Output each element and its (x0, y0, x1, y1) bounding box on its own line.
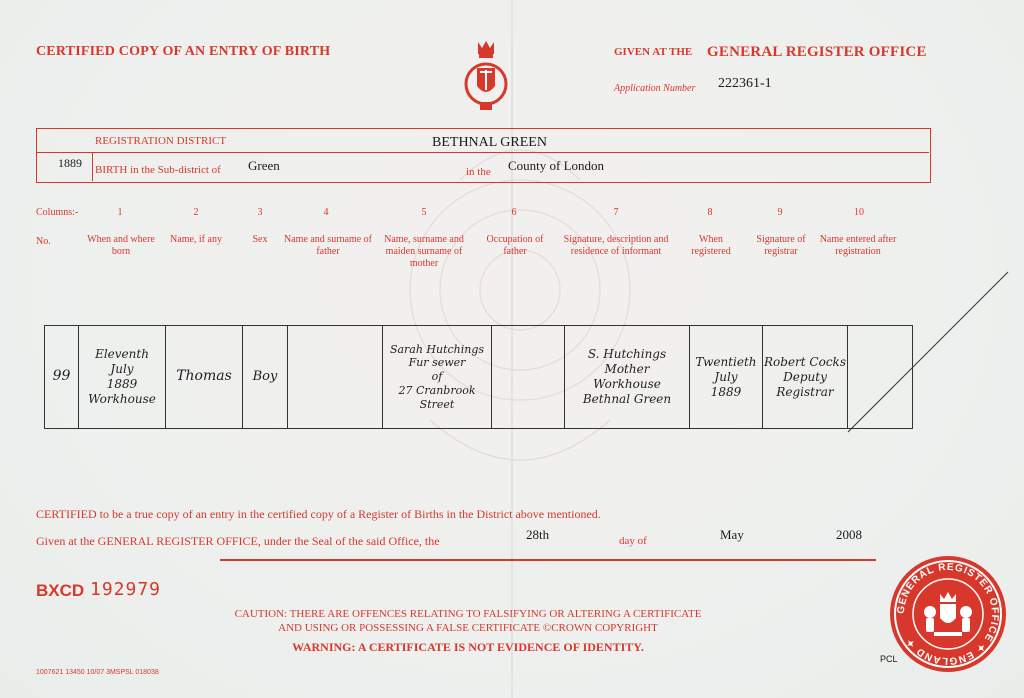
birth-entry-row (44, 325, 912, 431)
registration-district-label: REGISTRATION DISTRICT (95, 135, 227, 147)
given-at-label: GIVEN AT THE (614, 46, 693, 58)
entry-place: Workhouse (88, 392, 156, 406)
entry-registered (696, 355, 757, 400)
application-label: Application Number (614, 83, 696, 94)
serial-prefix: BXCD (36, 581, 85, 600)
entry-cell-registered (689, 325, 763, 429)
print-code: 1007621 13450 10/07 3MSPSL 018038 (36, 669, 159, 676)
entry-mother-of: of (431, 370, 443, 384)
column-header-informant: Signature, description and residence of informant (563, 234, 669, 257)
entry-date-day: Eleventh (95, 347, 149, 361)
column-number: 2 (193, 207, 199, 218)
entry-cell-no (44, 325, 79, 429)
entry-mother-name: Sarah Hutchings (389, 342, 485, 356)
certification-line-2: Given at the GENERAL REGISTER OFFICE, under the Seal of the said Office, the (36, 534, 440, 548)
entry-cell-when-born (78, 325, 166, 429)
column-number: 7 (613, 207, 619, 218)
certification-rule (220, 559, 876, 561)
register-office-seal (890, 556, 1006, 672)
column-header-when-born: When and where born (87, 234, 155, 257)
column-number: 5 (421, 207, 427, 218)
certification-day: 28th (526, 527, 550, 542)
entry-when-where (88, 347, 156, 407)
columns-label: Columns:- (36, 207, 79, 218)
entry-registrar-name: Robert Cocks (764, 354, 846, 369)
entry-mother (383, 343, 491, 412)
column-header-registrar: Signature of registrar (756, 234, 806, 257)
entry-sex: Boy (252, 368, 278, 384)
warning-line: WARNING: A CERTIFICATE IS NOT EVIDENCE OF IDENTITY. (292, 640, 644, 654)
seal-lettering: GENERAL REGISTER OFFICE ✦ ENGLAND ✦ (895, 561, 1001, 667)
entry-cell-registrar (762, 325, 848, 429)
no-label: No. (36, 236, 51, 247)
entry-mother-address: 27 Cranbrook Street (398, 383, 476, 411)
birth-year: 1889 (58, 156, 82, 170)
entry-registrar (764, 355, 846, 400)
column-number: 3 (257, 207, 263, 218)
entry-cell-father (287, 325, 383, 429)
entry-name: Thomas (176, 368, 232, 385)
entry-registered-day: Twentieth (695, 354, 757, 369)
serial-number: 192979 (90, 579, 162, 600)
caution-line-1: CAUTION: THERE ARE OFFENCES RELATING TO FALSIFYING OR ALTERING A CERTIFICATE (234, 608, 702, 620)
column-number: 4 (323, 207, 329, 218)
entry-informant-district: Bethnal Green (582, 392, 672, 406)
entry-informant-name: S. Hutchings (587, 347, 667, 361)
column-number: 8 (707, 207, 713, 218)
entry-cell-mother (382, 325, 492, 429)
column-header-registered: When registered (691, 234, 731, 257)
pcl-mark: PCL (880, 654, 898, 664)
certificate-title: CERTIFIED COPY OF AN ENTRY OF BIRTH (36, 44, 331, 59)
column-header-name-after: Name entered after registration (819, 234, 897, 257)
column-header-father: Name and surname of father (283, 234, 373, 257)
entry-date-year: 1889 (106, 377, 138, 391)
royal-crest-icon (464, 38, 508, 114)
column-number: 1 (117, 207, 123, 218)
certification-day-of: day of (619, 535, 647, 547)
entry-cell-sex (242, 325, 288, 429)
entry-cell-name (165, 325, 243, 429)
entry-informant-place: Workhouse (593, 377, 661, 391)
district-divider (37, 152, 929, 153)
column-header-mother: Name, surname and maiden surname of mother (384, 234, 464, 269)
column-number: 6 (511, 207, 517, 218)
entry-date-month: July (110, 362, 134, 376)
entry-registrar-title-1: Deputy (783, 369, 827, 384)
column-number: 9 (777, 207, 783, 218)
application-number: 222361-1 (718, 76, 772, 91)
entry-registered-year: 1889 (710, 384, 742, 399)
certification-month: May (720, 527, 744, 542)
column-number: 10 (854, 207, 864, 218)
sub-district-value: Green (248, 158, 280, 173)
year-divider (92, 152, 93, 181)
entry-mother-occupation: Fur sewer (408, 356, 466, 370)
entry-informant (583, 347, 671, 407)
sub-district-label: BIRTH in the Sub-district of (95, 164, 221, 176)
strike-line (846, 268, 1012, 436)
column-header-occupation: Occupation of father (486, 234, 544, 257)
registration-district-value: BETHNAL GREEN (432, 135, 547, 150)
entry-cell-occupation (491, 325, 565, 429)
column-header-sex: Sex (252, 234, 268, 245)
certification-line-1: CERTIFIED to be a true copy of an entry in the certified copy of a Register of Births in the District above mentioned. (36, 507, 601, 521)
office-title: GENERAL REGISTER OFFICE (707, 44, 927, 60)
entry-cell-informant (564, 325, 690, 429)
entry-registered-month: July (714, 369, 738, 384)
caution-line-2: AND USING OR POSSESSING A FALSE CERTIFICATE ©CROWN COPYRIGHT (278, 622, 658, 634)
entry-no: 99 (52, 368, 71, 385)
seal-emblem-icon (890, 556, 1006, 672)
certification-year: 2008 (836, 527, 862, 542)
in-the-label: in the (466, 166, 491, 178)
county-value: County of London (508, 158, 605, 173)
entry-registrar-title-2: Registrar (776, 384, 834, 399)
column-header-name: Name, if any (170, 234, 222, 245)
entry-informant-relation: Mother (604, 362, 650, 376)
